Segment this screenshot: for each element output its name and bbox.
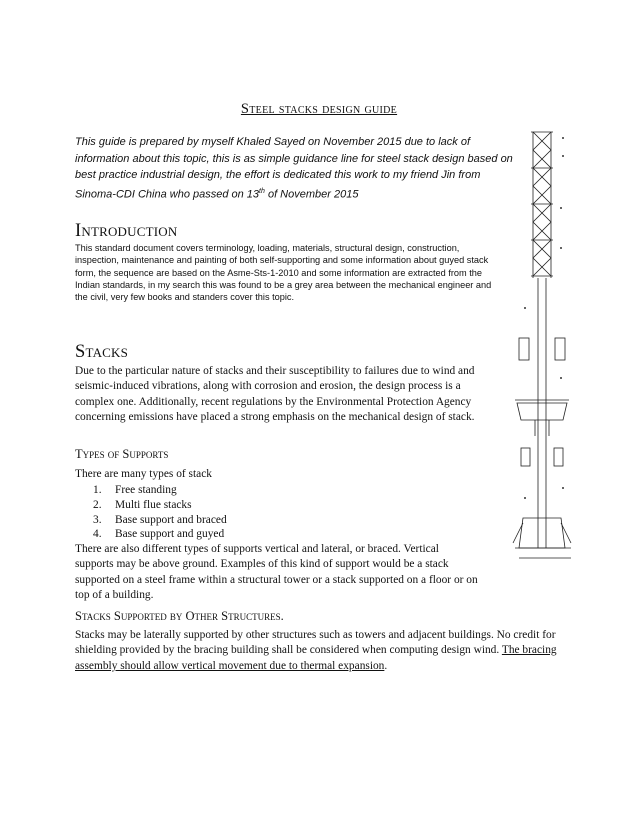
list-item: 4. Base support and guyed [93, 528, 225, 541]
types-lead-text: There are many types of stack [75, 468, 212, 480]
stacks-supported-paragraph: Stacks may be laterally supported by other structures such as towers and adjacent buildings. No credit for shielding provided by the bracing building shall be considered when computing design wind. The bracing assembly should allow vertical movement due to thermal expansion. [75, 629, 557, 672]
list-item: 1. Free standing [93, 484, 177, 496]
heading-stacks-supported-by-other-structures: Stacks Supported by Other Structures. [75, 609, 284, 623]
dedication-paragraph: This guide is prepared by myself Khaled Sayed on November 2015 due to lack of information about this topic, this is as simple guidance line for steel stack design based on best practice industrial design, the effort is dedicated this work to my friend Jin from Sinoma-CDI China who passed on 13th of November 2015 [75, 136, 513, 201]
stacks-paragraph: Due to the particular nature of stacks and their susceptibility to failures due to wind and seismic-induced vibrations, along with corrosion and erosion, the design process is a complex one. Additionally, recent regulations by the Environmental Protection Agency concerning emissions have placed a strong emphasis on the mechanical design of stack. [75, 365, 475, 423]
heading-types-of-supports: Types of Supports [75, 447, 169, 461]
heading-introduction: Introduction [75, 221, 178, 241]
supports-paragraph: There are also different types of supports vertical and lateral, or braced. Vertical supports may be above ground. Examples of this kind of support would be a stack supported on a steel frame within a structural tower or a stack supported on a floor or on top of a building. [75, 543, 478, 601]
stack-elevation-drawing [505, 128, 585, 570]
page-title: Steel stacks design guide [240, 101, 398, 117]
types-list [93, 483, 227, 542]
heading-stacks: Stacks [75, 342, 129, 362]
introduction-paragraph: This standard document covers terminology, loading, materials, structural design, construction, inspection, maintenance and painting of both self-supporting and some information about guyed stack form, the sequence are based on the Asme-Sts-1-2010 and some information are extracted from the Indian standards, in my search this was found to be a grey area between the mechanical engineer and the civil, very few books and standers cover this topic. [75, 243, 492, 303]
list-item: 2. Multi flue stacks [93, 498, 192, 511]
list-item: 3. Base support and braced [93, 513, 227, 526]
